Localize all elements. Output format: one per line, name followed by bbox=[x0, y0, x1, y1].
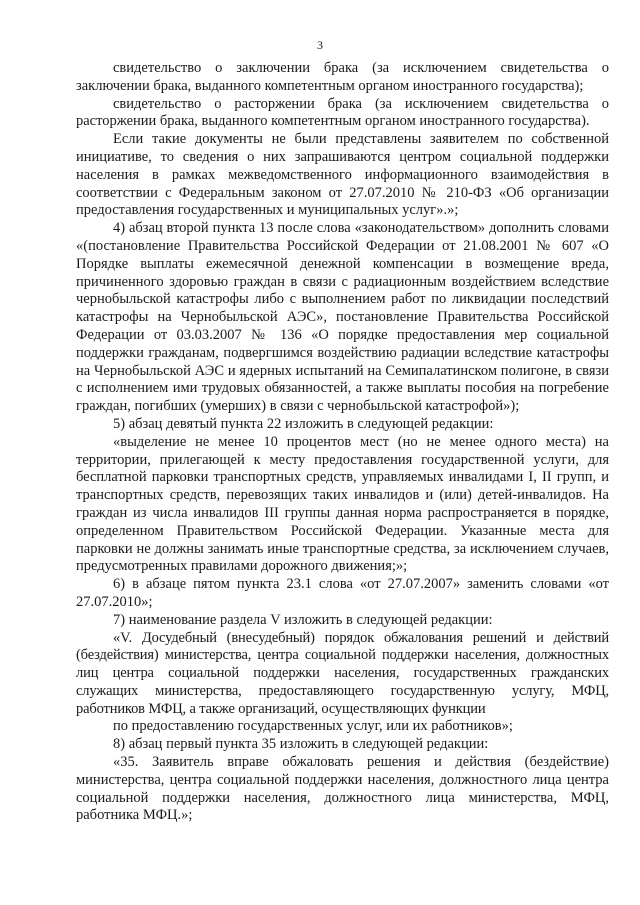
page-number: 3 bbox=[317, 38, 323, 52]
paragraph-marriage-certificate: свидетельство о заключении брака (за исключением свидетельства о заключении брака, выданного компетентным органом иностранного государства); bbox=[76, 60, 609, 94]
document-body bbox=[76, 60, 609, 825]
paragraph-item-5: 5) абзац девятый пункта 22 изложить в следующей редакции: bbox=[113, 415, 494, 432]
paragraph-item-7: 7) наименование раздела V изложить в следующей редакции: bbox=[113, 611, 493, 628]
paragraph-item-6: 6) в абзаце пятом пункта 23.1 слова «от 27.07.2007» заменить словами «от 27.07.2010»; bbox=[76, 576, 609, 610]
paragraph-item-8: 8) абзац первый пункта 35 изложить в следующей редакции: bbox=[113, 736, 489, 753]
paragraph-section-v-title-continued: по предоставлению государственных услуг, или их работников»; bbox=[113, 718, 513, 735]
paragraph-parking-allocation: «выделение не менее 10 процентов мест (но не менее одного места) на территории, прилегающей к месту предоставления государственной услуги, для бесплатной парковки транспортных средств, управляемых инвалидами I, II групп, и транспортных средств, перевозящих таких инвалидов и (или) детей-инвалидов. На граждан из числа инвалидов III группы данная норма распространяется в порядке, определенном Правительством Российской Федерации. Указанные места для парковки не должны занимать иные транспортные средства, за исключением случаев, предусмотренных правилами дорожного движения;»; bbox=[76, 433, 609, 575]
paragraph-section-v-title: «V. Досудебный (внесудебный) порядок обжалования решений и действий (бездействия) министерства, центра социальной поддержки населения, должностных лиц центра социальной поддержки населения, государственных гражданских служащих министерства, предоставляющего государственную услугу, МФЦ, работников МФЦ, а также организаций, осуществляющих функции bbox=[76, 629, 609, 717]
paragraph-item-4: 4) абзац второй пункта 13 после слова «законодательством» дополнить словами «(постановление Правительства Российской Федерации от 21.08.2001 № 607 «О Порядке выплаты ежемесячной денежной компенсации в возмещение вреда, причиненного здоровью граждан в связи с радиационным воздействием вследствие чернобыльской катастрофы либо с выполнением работ по ликвидации последствий катастрофы на Чернобыльской АЭС», постановление Правительства Российской Федерации от 03.03.2007 № 136 «О порядке предоставления мер социальной поддержки гражданам, подвергшимся воздействию радиации вследствие катастрофы на Чернобыльской АЭС и ядерных испытаний на Семипалатинском полигоне, в связи с исполнением ими трудовых обязанностей, а также выплаты пособия на погребение граждан, погибших (умерших) в связи с чернобыльской катастрофой»); bbox=[76, 220, 609, 415]
paragraph-item-35: «35. Заявитель вправе обжаловать решения и действия (бездействие) министерства, центра социальной поддержки населения, должностного лица центра социальной поддержки населения, должностного лица министерства, МФЦ, работника МФЦ.»; bbox=[76, 754, 609, 824]
paragraph-divorce-certificate: свидетельство о расторжении брака (за исключением свидетельства о расторжении брака, выданного компетентным органом иностранного государства). bbox=[76, 95, 609, 130]
paragraph-interagency-request: Если такие документы не были представлены заявителем по собственной инициативе, то сведения о них запрашиваются центром социальной поддержки населения в рамках межведомственного информационного взаимодействия в соответствии с Федеральным законом от 27.07.2010 № 210-ФЗ «Об организации предоставления государственных и муниципальных услуг».»; bbox=[76, 131, 609, 219]
